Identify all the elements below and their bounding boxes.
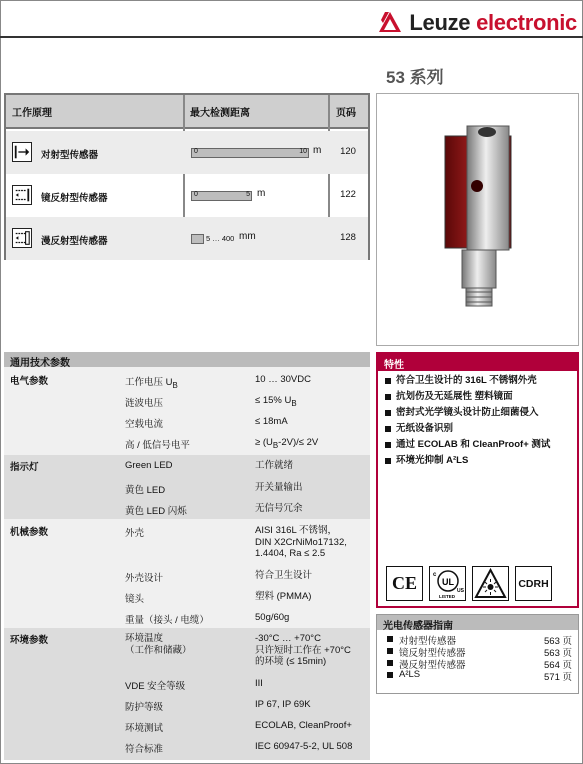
laser-warning-icon [472, 566, 509, 601]
section-title: 机械参数 [10, 527, 49, 538]
page-number: 128 [340, 232, 356, 243]
features-title: 特性 [378, 354, 577, 371]
range-bar [191, 191, 252, 201]
section-electrical [4, 369, 370, 454]
page-number: 122 [340, 189, 356, 200]
guide-item-page: 563 页 [544, 648, 572, 659]
guide-item-page: 571 页 [544, 672, 572, 683]
param-label: 环境测试 [125, 723, 164, 734]
guide-item-label: 镜反射型传感器 [399, 648, 466, 659]
principle-row [6, 131, 368, 174]
param-label: 黄色 LED [125, 485, 166, 496]
brand-name: Leuze electronic [409, 10, 577, 35]
brand [377, 10, 577, 36]
range-unit: m [257, 188, 266, 199]
principle-name: 漫反射型传感器 [41, 236, 108, 247]
param-value: ≤ 15% $U_B$ [255, 395, 297, 408]
param-value: IEC 60947-5-2, UL 508 [255, 741, 353, 752]
param-value: III [255, 678, 263, 689]
feature-item: 符合卫生设计的 316L 不锈钢外壳 [384, 375, 571, 387]
range-max: 5 [246, 191, 250, 198]
param-value: 符合卫生设计 [255, 570, 313, 581]
guide-item[interactable] [377, 645, 578, 657]
section-title: 电气参数 [10, 376, 49, 387]
feature-item: 抗划伤及无延展性 塑料镜面 [384, 391, 571, 403]
sensor-image [377, 94, 578, 345]
leuze-logo-icon [377, 10, 403, 36]
guide-item-label: A²LS [399, 669, 421, 680]
param-value: 开关量输出 [255, 482, 303, 493]
section-title: 环境参数 [10, 635, 49, 646]
svg-text:UL: UL [442, 577, 454, 587]
through-beam-icon [12, 142, 32, 162]
param-value: ≥ $(U_B-2V)/\le 2V$ [255, 437, 319, 450]
param-value: 10 … 30VDC [255, 374, 311, 385]
param-label: 重量（接头 / 电缆） [125, 615, 209, 626]
param-value: 工作就绪 [255, 460, 294, 471]
param-label: 高 / 低信号电平 [125, 440, 190, 451]
range-max: 10 [299, 148, 307, 155]
param-value: IP 67, IP 69K [255, 699, 311, 710]
features-list [378, 371, 577, 475]
ce-mark-icon: CE [386, 566, 423, 601]
culus-mark-icon [429, 566, 466, 601]
range-text: 5 … 400 [206, 234, 235, 243]
guide-title: 光电传感器指南 [377, 615, 578, 630]
range-unit: m [313, 145, 322, 156]
param-label: VDE 安全等级 [125, 681, 186, 692]
feature-item: 密封式光学镜头设计防止细菌侵入 [384, 407, 571, 419]
param-value: 塑料 (PMMA) [255, 591, 312, 602]
svg-text:LISTED: LISTED [439, 594, 456, 599]
param-value: ECOLAB, CleanProof+ [255, 720, 352, 731]
param-label: 防护等级 [125, 702, 164, 713]
svg-text:US: US [457, 588, 464, 594]
general-params-title: 通用技术参数 [4, 352, 370, 367]
section-environment [4, 628, 370, 760]
diffuse-icon [12, 228, 32, 248]
principle-table [4, 93, 370, 260]
feature-item: 通过 ECOLAB 和 CleanProof+ 测试 [384, 439, 571, 451]
range-bar [191, 148, 309, 158]
principle-name: 镜反射型传感器 [41, 193, 108, 204]
principle-name: 对射型传感器 [41, 150, 99, 161]
feature-item: 环境光抑制 A²LS [384, 455, 571, 467]
principle-row [6, 174, 368, 217]
param-label: 工作电压 $U_B$ [125, 377, 178, 390]
range-unit: mm [239, 231, 256, 242]
col-principle: 工作原理 [12, 108, 52, 119]
guide-item[interactable] [377, 633, 578, 645]
param-value: 50g/60g [255, 612, 290, 623]
guide-item-page: 563 页 [544, 636, 572, 647]
product-photo [376, 93, 579, 346]
certifications [386, 566, 552, 601]
param-label: 外壳 [125, 528, 145, 539]
sensor-guide [376, 614, 579, 694]
param-label: 镜头 [125, 594, 145, 605]
guide-item[interactable] [377, 669, 578, 681]
section-indicator [4, 455, 370, 519]
guide-item-label: 对射型传感器 [399, 636, 457, 647]
features-box [376, 352, 579, 608]
series-title: 53 系列 [386, 68, 444, 87]
param-value: AISI 316L 不锈钢， DIN X2CrNiMo17132, 1.4404, Ra ≤ 2.5 [255, 525, 347, 559]
retro-reflective-icon [12, 185, 32, 205]
guide-item-label: 漫反射型传感器 [399, 660, 466, 671]
param-label: 空载电流 [125, 419, 164, 430]
param-label: 涟波电压 [125, 398, 164, 409]
feature-item: 无纸设备识别 [384, 423, 571, 435]
range-bar [191, 234, 204, 244]
col-range: 最大检测距离 [190, 108, 250, 119]
svg-text:c: c [433, 572, 437, 578]
col-page: 页码 [336, 108, 356, 119]
param-value: -30°C … +70°C 只许短时工作在 +70°C 的环境 (≤ 15min) [255, 633, 351, 667]
range-min: 0 [194, 148, 198, 155]
cdrh-mark-icon: CDRH [515, 566, 552, 601]
guide-item[interactable] [377, 657, 578, 669]
param-label: 黄色 LED 闪烁 [125, 506, 187, 517]
general-params [4, 352, 370, 760]
range-min: 0 [194, 191, 198, 198]
param-value: 无信号冗余 [255, 503, 303, 514]
principle-row [6, 217, 368, 260]
section-mechanical [4, 520, 370, 627]
param-label: 外壳设计 [125, 573, 164, 584]
header-rule [0, 36, 583, 38]
principle-table-header [6, 95, 368, 129]
param-label: Green LED [125, 460, 173, 471]
param-value: ≤ 18mA [255, 416, 288, 427]
page-number: 120 [340, 146, 356, 157]
param-label: 符合标准 [125, 744, 164, 755]
param-label: 环境温度 （工作和储藏） [125, 633, 192, 656]
section-title: 指示灯 [10, 462, 39, 473]
guide-item-page: 564 页 [544, 660, 572, 671]
